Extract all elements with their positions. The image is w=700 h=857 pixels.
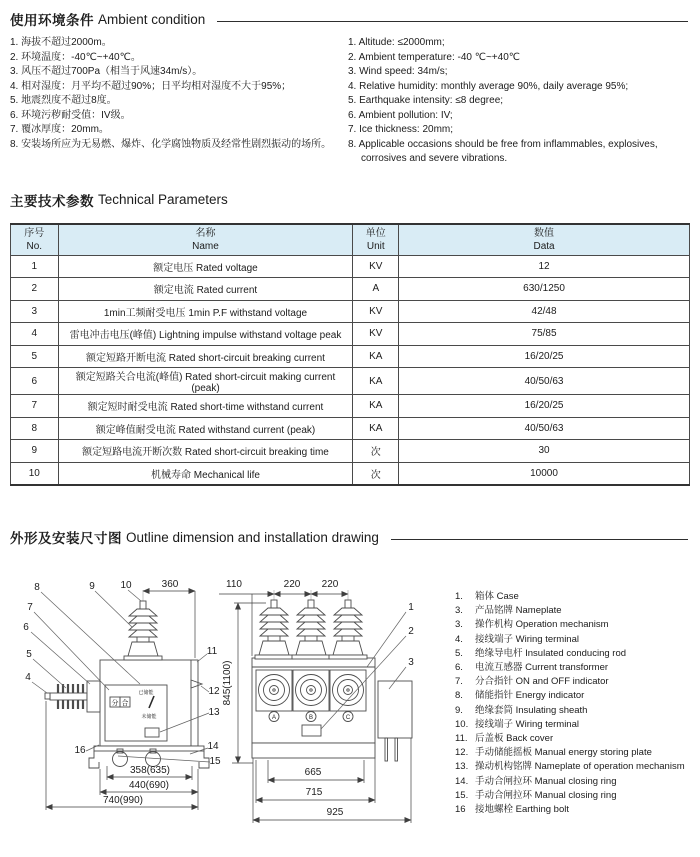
outline-drawing-svg: [10, 570, 455, 855]
dim-715: 715: [305, 787, 323, 798]
dim-740: 740(990): [102, 795, 144, 806]
leader-line: [197, 654, 207, 662]
callout-13: 13: [208, 707, 220, 718]
section-ambient: [10, 0, 690, 167]
list-item: 6. Ambient pollution: IV;: [348, 109, 453, 121]
mechanism-pin: [385, 738, 388, 761]
bushing-phase-c: [329, 600, 367, 659]
tech-title-en: Technical Parameters: [98, 192, 228, 207]
callout-3: 3: [408, 657, 414, 668]
callout-9: 9: [89, 581, 95, 592]
wiring-terminal-tip: [45, 693, 50, 699]
part-item: 16 接地螺栓 Earthing bolt: [455, 804, 569, 816]
list-item: 7. Ice thickness: 20mm;: [348, 124, 454, 135]
list-item: 3. Wind speed: 34m/s;: [348, 66, 448, 77]
front-view-drawing: [219, 579, 414, 823]
part-item: 5. 绝缘导电杆 Insulated conducing rod: [455, 647, 627, 659]
list-item: 2. 环境温度：-40℃~+40℃。: [10, 51, 141, 63]
list-item: 5. 地震烈度不超过8度。: [10, 95, 117, 106]
charged-label: 已储能: [138, 690, 154, 696]
ambient-title-zh: 使用环境条件: [10, 13, 94, 28]
leader-line: [367, 612, 406, 667]
ambient-columns: [10, 36, 690, 167]
operation-mechanism-box: [378, 681, 412, 738]
dim-220a: 220: [283, 579, 301, 590]
case-base-band: [252, 743, 375, 758]
table-row: 3 1min工频耐受电压 1min P.F withstand voltage KV 42/48: [11, 300, 690, 323]
part-item: 8. 储能指针 Energy indicator: [455, 690, 585, 702]
list-item: 3. 风压不超过700Pa（相当于风速34m/s）。: [10, 66, 203, 77]
parts-list: [455, 590, 685, 855]
list-item: 8. Applicable occasions should be free from inflammables, explosives, corrosives and severe vibrations.: [348, 138, 658, 164]
left-foot: [89, 751, 99, 768]
part-item: 11. 后盖板 Back cover: [455, 733, 554, 745]
leader-line: [95, 591, 132, 627]
table-header-row: [11, 224, 690, 256]
table-row: 10 机械寿命 Mechanical life 次 10000: [11, 462, 690, 485]
part-item: 12. 手动储能摇板 Manual energy storing plate: [455, 747, 652, 759]
callout-7: 7: [27, 602, 33, 613]
ambient-title-en: Ambient condition: [98, 11, 206, 27]
manual-closing-ring: [113, 752, 128, 767]
part-item: 3. 产品铭牌 Nameplate: [455, 605, 562, 617]
phase-label-c: C: [345, 715, 351, 721]
list-item: 7. 覆冰厚度：20mm。: [10, 124, 109, 135]
part-item: 14. 手动合闸拉环 Manual closing ring: [455, 775, 617, 787]
section-outline-drawing: [10, 527, 690, 855]
callout-4: 4: [25, 672, 31, 683]
leader-line: [41, 592, 140, 684]
ambient-list-zh: [10, 36, 348, 167]
list-item: 5. Earthquake intensity: ≤8 degree;: [348, 95, 504, 106]
part-item: 15. 手动合闸拉环 Manual closing ring: [455, 789, 617, 801]
dim-665: 665: [304, 767, 322, 778]
table-row: 6 额定短路关合电流(峰值) Rated short-circuit making current (peak) KA 40/50/63: [11, 368, 690, 395]
list-item: 6. 环境污秽耐受值：IV级。: [10, 109, 131, 121]
callout-6: 6: [23, 622, 29, 633]
callout-10: 10: [120, 580, 132, 591]
callout-8: 8: [34, 582, 40, 593]
tech-title-zh: 主要技术参数: [10, 193, 94, 209]
leader-line: [128, 590, 141, 601]
list-item: 1. 海拔不超过2000m。: [10, 37, 112, 48]
leader-line: [118, 756, 210, 762]
leader-line: [33, 659, 66, 688]
col-header-no: 序号 No.: [11, 224, 59, 256]
tech-params-table: [10, 223, 690, 487]
part-item: 1. 箱体 Case: [455, 591, 519, 602]
list-item: 4. 相对湿度：月平均不超过90%；日平均相对湿度不大于95%；: [10, 80, 292, 92]
table-row: 9 额定短路电流开断次数 Rated short-circuit breaking time 次 30: [11, 440, 690, 463]
outline-title-zh: 外形及安装尺寸图: [10, 531, 122, 546]
open-indicator-label: 分: [111, 700, 119, 707]
part-item: 9. 绝缘套筒 Insulating sheath: [455, 704, 588, 716]
conducting-rod: [50, 693, 87, 700]
right-foot: [199, 751, 209, 768]
callout-12: 12: [208, 686, 220, 697]
col-header-data: 数值 Data: [399, 224, 690, 256]
part-item: 13. 操动机构铭牌 Nameplate of operation mechanism: [455, 761, 685, 773]
section-rule: [217, 21, 688, 22]
callout-14: 14: [207, 741, 219, 752]
part-item: 4. 接线端子 Wiring terminal: [455, 633, 579, 645]
list-item: 2. Ambient temperature: -40 ℃~+40℃: [348, 51, 520, 63]
top-bushing: [124, 601, 162, 660]
mechanism-pin: [395, 738, 398, 761]
phase-label-a: A: [271, 715, 277, 721]
table-row: 5 额定短路开断电流 Rated short-circuit breaking current KA 16/20/25: [11, 345, 690, 368]
dim-110: 110: [226, 579, 242, 590]
table-row: 4 雷电冲击电压(峰值) Lightning impulse withstand voltage peak KV 75/85: [11, 323, 690, 346]
phase-label-b: B: [308, 715, 314, 721]
section-technical-parameters: [10, 190, 690, 487]
callout-1: 1: [408, 602, 414, 613]
dim-845: 845(1100): [222, 660, 233, 706]
callout-16: 16: [74, 745, 86, 756]
col-header-name: 名称 Name: [58, 224, 353, 256]
dim-220b: 220: [321, 579, 339, 590]
outline-section-title: [10, 527, 690, 547]
ambient-section-title: [10, 9, 690, 29]
col-header-unit: 单位 Unit: [353, 224, 399, 256]
list-item: 8. 安装场所应为无易燃、爆炸、化学腐蚀物质及经常性剧烈振动的场所。: [10, 138, 332, 150]
dim-360: 360: [161, 579, 179, 590]
uncharged-label: 未储能: [141, 714, 157, 720]
dim-925: 925: [326, 807, 344, 818]
part-item: 7. 分合指针 ON and OFF indicator: [455, 676, 609, 688]
dim-358: 358(635): [129, 765, 171, 776]
ambient-list-en: [348, 36, 690, 167]
part-item: 10. 接线端子 Wiring terminal: [455, 718, 579, 730]
table-row: 8 额定峰值耐受电流 Rated withstand current (peak) KA 40/50/63: [11, 417, 690, 440]
part-item: 6. 电流互感器 Current transformer: [455, 662, 609, 674]
tech-section-title: [10, 190, 690, 210]
callout-2: 2: [408, 626, 414, 637]
callout-11: 11: [206, 646, 218, 657]
table-row: 2 额定电流 Rated current A 630/1250: [11, 278, 690, 301]
section-rule: [391, 539, 688, 540]
bushing-phase-b: [292, 600, 330, 659]
list-item: 1. Altitude: ≤2000mm;: [348, 37, 445, 48]
outline-title-en: Outline dimension and installation drawing: [126, 529, 379, 545]
list-item: 4. Relative humidity: monthly average 90%, daily average 95%;: [348, 80, 629, 92]
close-indicator-label: 合: [121, 700, 129, 707]
drawing-row: [10, 570, 690, 855]
table-row: 7 额定短时耐受电流 Rated short-time withstand current KA 16/20/25: [11, 395, 690, 418]
table-row: 1 额定电压 Rated voltage KV 12: [11, 255, 690, 278]
leader-line: [32, 682, 47, 693]
callout-5: 5: [26, 649, 32, 660]
bushing-flange: [87, 681, 100, 712]
leader-line: [34, 612, 109, 690]
part-item: 3. 操作机构 Operation mechanism: [455, 619, 609, 631]
bushing-phase-a: [255, 600, 293, 659]
side-view-drawing: [23, 579, 221, 810]
base-plate: [94, 746, 204, 751]
dim-440: 440(690): [128, 780, 170, 791]
callout-15: 15: [209, 756, 221, 767]
